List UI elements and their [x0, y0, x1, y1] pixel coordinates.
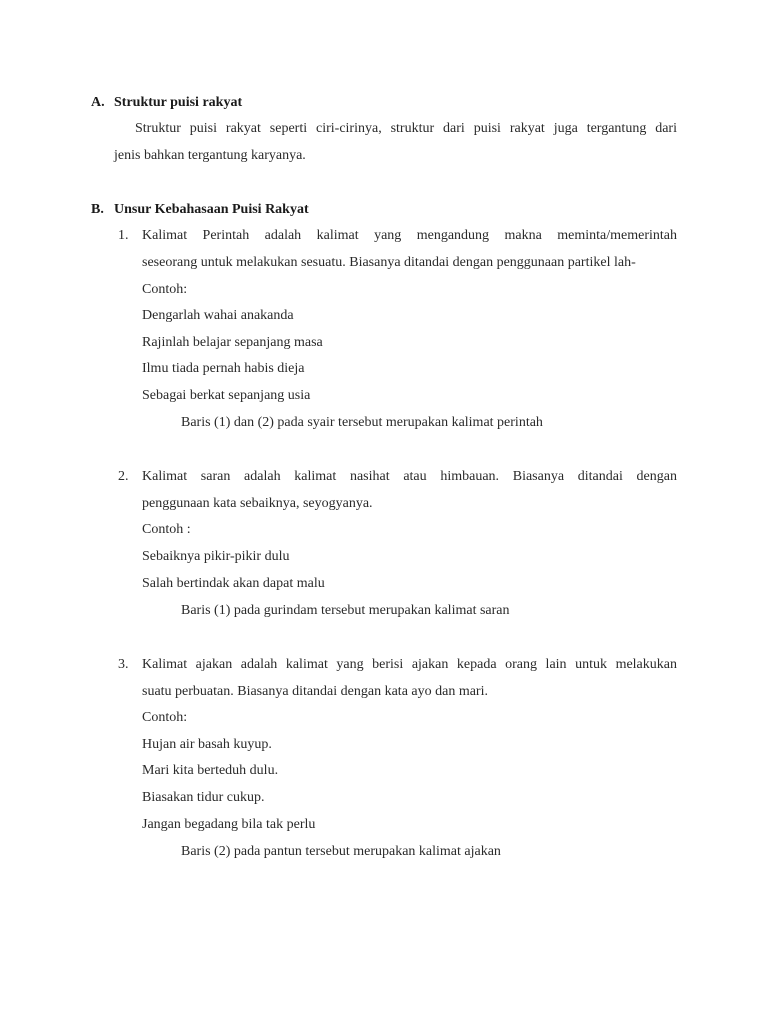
item-3-number: 3.: [118, 657, 129, 672]
section-a-paragraph-line1: Struktur puisi rakyat seperti ciri-cirinya, struktur dari puisi rakyat juga tergantung dari: [135, 121, 677, 136]
item-2-note: Baris (1) pada gurindam tersebut merupakan kalimat saran: [181, 603, 510, 618]
item-3-example-1: Hujan air basah kuyup.: [142, 737, 272, 752]
item-2-line2: penggunaan kata sebaiknya, seyogyanya.: [142, 496, 373, 511]
item-1-example-1: Dengarlah wahai anakanda: [142, 308, 294, 323]
item-2-example-1: Sebaiknya pikir-pikir dulu: [142, 549, 290, 564]
item-1-line1: Kalimat Perintah adalah kalimat yang mengandung makna meminta/memerintah: [142, 228, 677, 243]
item-3-line2: suatu perbuatan. Biasanya ditandai dengan kata ayo dan mari.: [142, 684, 488, 699]
section-a-marker: A.: [91, 95, 105, 110]
item-3-line1: Kalimat ajakan adalah kalimat yang berisi ajakan kepada orang lain untuk melakukan: [142, 657, 677, 672]
item-2-number: 2.: [118, 469, 129, 484]
item-2-example-label: Contoh :: [142, 522, 191, 537]
section-b-title: Unsur Kebahasaan Puisi Rakyat: [114, 202, 309, 217]
item-2-example-2: Salah bertindak akan dapat malu: [142, 576, 325, 591]
item-3-example-3: Biasakan tidur cukup.: [142, 790, 265, 805]
section-b-marker: B.: [91, 202, 104, 217]
item-3-example-label: Contoh:: [142, 710, 188, 725]
item-3-example-2: Mari kita berteduh dulu.: [142, 763, 279, 778]
item-1-example-2: Rajinlah belajar sepanjang masa: [142, 335, 323, 350]
item-1-note: Baris (1) dan (2) pada syair tersebut merupakan kalimat perintah: [181, 415, 543, 430]
item-1-line2: seseorang untuk melakukan sesuatu. Biasanya ditandai dengan penggunaan partikel lah-: [142, 255, 636, 270]
item-2-line1: Kalimat saran adalah kalimat nasihat atau himbauan. Biasanya ditandai dengan: [142, 469, 677, 484]
item-1-example-label: Contoh:: [142, 282, 188, 297]
item-1-example-3: Ilmu tiada pernah habis dieja: [142, 361, 305, 376]
section-a-title: Struktur puisi rakyat: [114, 95, 243, 110]
section-a-paragraph-line2: jenis bahkan tergantung karyanya.: [114, 148, 306, 163]
item-1-example-4: Sebagai berkat sepanjang usia: [142, 388, 311, 403]
item-1-number: 1.: [118, 228, 129, 243]
item-3-note: Baris (2) pada pantun tersebut merupakan kalimat ajakan: [181, 844, 501, 859]
item-3-example-4: Jangan begadang bila tak perlu: [142, 817, 316, 832]
